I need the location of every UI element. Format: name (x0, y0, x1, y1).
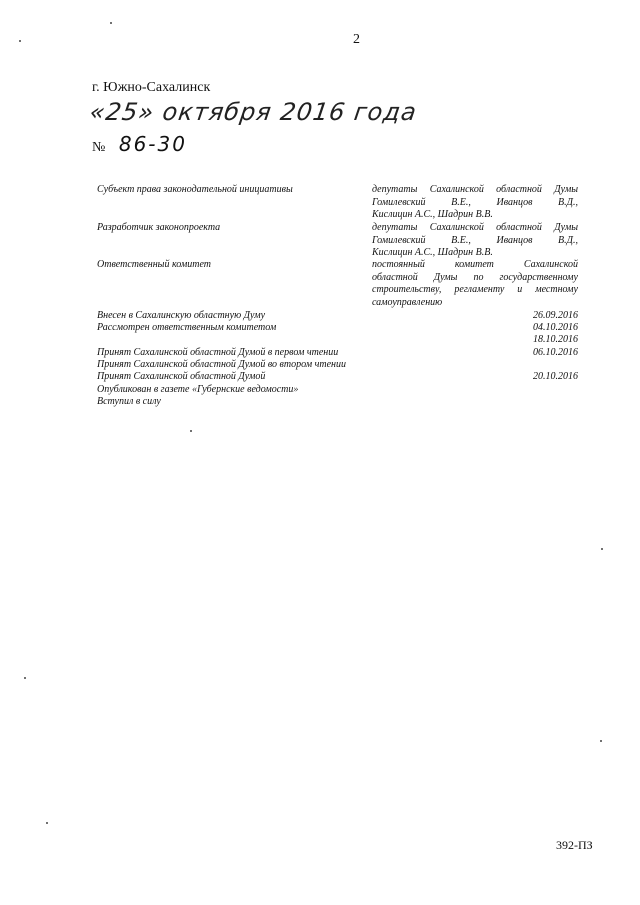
number-label: № (92, 140, 106, 155)
event-label-adopted: Принят Сахалинской областной Думой (97, 371, 266, 382)
event-date-committee: 04.10.2016 (533, 322, 578, 333)
handwritten-number: 86-30 (118, 132, 187, 156)
committee-value (372, 259, 578, 309)
developer-value-line: депутаты Сахалинской областной Думы (372, 222, 578, 233)
scan-speck (19, 40, 21, 42)
scan-speck (46, 822, 48, 824)
event-date-first-reading: 06.10.2016 (533, 347, 578, 358)
committee-value-line: самоуправлению (372, 296, 443, 308)
event-label-committee: Рассмотрен ответственным комитетом (97, 322, 277, 333)
event-label-published: Опубликован в газете «Губернские ведомости» (97, 384, 299, 395)
page-number: 2 (353, 32, 360, 47)
committee-label: Ответственный комитет (97, 259, 211, 270)
scan-speck (600, 740, 602, 742)
number-line (92, 132, 187, 156)
scan-speck (110, 22, 112, 24)
committee-value-line: строительству, регламенту и местному (372, 284, 578, 295)
scan-speck (601, 548, 603, 550)
developer-label: Разработчик законопроекта (97, 222, 221, 233)
subject-value-line: Кислицин А.С., Шадрин В.В. (372, 209, 493, 220)
committee-value-line: постоянный комитет Сахалинской (372, 259, 578, 270)
developer-value-line: Гомилевский В.Е., Иванцов В.Д., (372, 234, 578, 246)
developer-value (372, 222, 578, 260)
event-date-adopted: 20.10.2016 (533, 371, 578, 382)
developer-value-line: Кислицин А.С., Шадрин В.В. (372, 247, 493, 258)
city-line: г. Южно-Сахалинск (92, 80, 211, 95)
event-label-in-force: Вступил в силу (97, 396, 161, 407)
subject-label: Субъект права законодательной инициативы (97, 184, 293, 195)
footer-code: 392-ПЗ (556, 838, 593, 852)
scan-speck (24, 677, 26, 679)
event-label-submitted: Внесен в Сахалинскую областную Думу (97, 310, 266, 321)
committee-value-line: областной Думы по государственному (372, 271, 578, 283)
event-date-committee-second: 18.10.2016 (533, 334, 578, 345)
event-label-first-reading: Принят Сахалинской областной Думой в первом чтении (97, 347, 339, 358)
event-label-second-reading: Принят Сахалинской областной Думой во втором чтении (97, 359, 347, 370)
handwritten-date: «25» октября 2016 года (88, 98, 419, 126)
subject-value-line: Гомилевский В.Е., Иванцов В.Д., (372, 196, 578, 208)
subject-value-line: депутаты Сахалинской областной Думы (372, 184, 578, 195)
event-date-submitted: 26.09.2016 (533, 310, 578, 321)
scan-speck (190, 430, 192, 432)
subject-value (372, 184, 578, 222)
